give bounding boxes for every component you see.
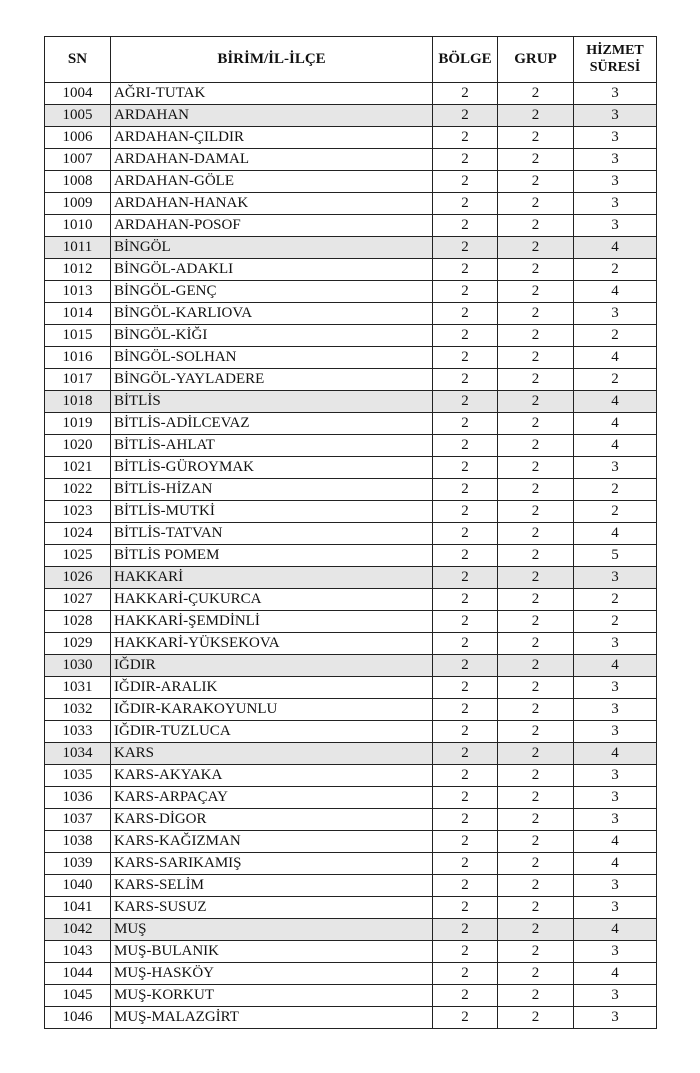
cell-sn: 1017	[45, 369, 111, 391]
cell-birim: BİTLİS	[111, 391, 433, 413]
cell-birim: ARDAHAN-GÖLE	[111, 171, 433, 193]
cell-bolge: 2	[433, 457, 498, 479]
cell-grup: 2	[498, 479, 574, 501]
cell-bolge: 2	[433, 941, 498, 963]
cell-birim: KARS-ARPAÇAY	[111, 787, 433, 809]
table-row	[45, 171, 657, 193]
cell-grup: 2	[498, 391, 574, 413]
cell-bolge: 2	[433, 721, 498, 743]
cell-bolge: 2	[433, 787, 498, 809]
cell-bolge: 2	[433, 545, 498, 567]
cell-hizmet-suresi: 3	[574, 171, 657, 193]
cell-birim: BİNGÖL-KİĞI	[111, 325, 433, 347]
table-row	[45, 743, 657, 765]
cell-sn: 1030	[45, 655, 111, 677]
cell-grup: 2	[498, 787, 574, 809]
cell-sn: 1014	[45, 303, 111, 325]
cell-sn: 1031	[45, 677, 111, 699]
cell-grup: 2	[498, 897, 574, 919]
table-row	[45, 325, 657, 347]
cell-grup: 2	[498, 237, 574, 259]
cell-bolge: 2	[433, 391, 498, 413]
cell-hizmet-suresi: 4	[574, 919, 657, 941]
table-row	[45, 853, 657, 875]
cell-bolge: 2	[433, 919, 498, 941]
table-row	[45, 963, 657, 985]
cell-hizmet-suresi: 3	[574, 567, 657, 589]
cell-grup: 2	[498, 963, 574, 985]
cell-hizmet-suresi: 3	[574, 699, 657, 721]
cell-birim: BİTLİS-MUTKİ	[111, 501, 433, 523]
cell-hizmet-suresi: 3	[574, 215, 657, 237]
table-row	[45, 369, 657, 391]
cell-hizmet-suresi: 2	[574, 589, 657, 611]
cell-sn: 1037	[45, 809, 111, 831]
cell-hizmet-suresi: 4	[574, 831, 657, 853]
cell-bolge: 2	[433, 413, 498, 435]
cell-sn: 1046	[45, 1007, 111, 1029]
cell-sn: 1044	[45, 963, 111, 985]
cell-birim: BİNGÖL-YAYLADERE	[111, 369, 433, 391]
cell-grup: 2	[498, 699, 574, 721]
cell-grup: 2	[498, 765, 574, 787]
cell-sn: 1033	[45, 721, 111, 743]
cell-birim: BİNGÖL	[111, 237, 433, 259]
cell-sn: 1019	[45, 413, 111, 435]
table-row	[45, 105, 657, 127]
header-sn: SN	[45, 37, 111, 83]
cell-sn: 1034	[45, 743, 111, 765]
cell-bolge: 2	[433, 633, 498, 655]
cell-hizmet-suresi: 3	[574, 127, 657, 149]
cell-sn: 1012	[45, 259, 111, 281]
cell-bolge: 2	[433, 897, 498, 919]
cell-sn: 1027	[45, 589, 111, 611]
table-body	[45, 83, 657, 1029]
cell-birim: KARS-KAĞIZMAN	[111, 831, 433, 853]
cell-bolge: 2	[433, 875, 498, 897]
cell-birim: AĞRI-TUTAK	[111, 83, 433, 105]
cell-grup: 2	[498, 655, 574, 677]
table-row	[45, 457, 657, 479]
cell-hizmet-suresi: 4	[574, 347, 657, 369]
cell-bolge: 2	[433, 281, 498, 303]
cell-hizmet-suresi: 3	[574, 765, 657, 787]
table-row	[45, 501, 657, 523]
cell-birim: ARDAHAN-POSOF	[111, 215, 433, 237]
cell-grup: 2	[498, 259, 574, 281]
table-row	[45, 919, 657, 941]
cell-grup: 2	[498, 501, 574, 523]
cell-hizmet-suresi: 3	[574, 303, 657, 325]
cell-birim: HAKKARİ	[111, 567, 433, 589]
cell-grup: 2	[498, 281, 574, 303]
cell-bolge: 2	[433, 699, 498, 721]
cell-sn: 1029	[45, 633, 111, 655]
cell-birim: BİNGÖL-KARLIOVA	[111, 303, 433, 325]
cell-hizmet-suresi: 3	[574, 809, 657, 831]
table-row	[45, 655, 657, 677]
cell-bolge: 2	[433, 611, 498, 633]
cell-sn: 1015	[45, 325, 111, 347]
cell-sn: 1022	[45, 479, 111, 501]
cell-sn: 1006	[45, 127, 111, 149]
cell-sn: 1010	[45, 215, 111, 237]
cell-bolge: 2	[433, 831, 498, 853]
cell-grup: 2	[498, 171, 574, 193]
cell-sn: 1045	[45, 985, 111, 1007]
header-bolge: BÖLGE	[433, 37, 498, 83]
cell-hizmet-suresi: 4	[574, 655, 657, 677]
cell-bolge: 2	[433, 171, 498, 193]
cell-sn: 1004	[45, 83, 111, 105]
table-row	[45, 215, 657, 237]
table-row	[45, 787, 657, 809]
cell-sn: 1007	[45, 149, 111, 171]
cell-sn: 1040	[45, 875, 111, 897]
table-row	[45, 479, 657, 501]
cell-birim: MUŞ-MALAZGİRT	[111, 1007, 433, 1029]
cell-bolge: 2	[433, 523, 498, 545]
cell-sn: 1020	[45, 435, 111, 457]
cell-hizmet-suresi: 3	[574, 1007, 657, 1029]
cell-hizmet-suresi: 4	[574, 281, 657, 303]
cell-grup: 2	[498, 567, 574, 589]
cell-birim: KARS-AKYAKA	[111, 765, 433, 787]
cell-sn: 1023	[45, 501, 111, 523]
cell-hizmet-suresi: 2	[574, 369, 657, 391]
table-row	[45, 149, 657, 171]
table-row	[45, 765, 657, 787]
cell-bolge: 2	[433, 325, 498, 347]
cell-hizmet-suresi: 4	[574, 853, 657, 875]
cell-grup: 2	[498, 919, 574, 941]
cell-grup: 2	[498, 985, 574, 1007]
cell-bolge: 2	[433, 853, 498, 875]
table-header-row	[45, 37, 657, 83]
cell-grup: 2	[498, 105, 574, 127]
cell-hizmet-suresi: 2	[574, 259, 657, 281]
cell-sn: 1039	[45, 853, 111, 875]
cell-grup: 2	[498, 435, 574, 457]
table-row	[45, 391, 657, 413]
cell-sn: 1041	[45, 897, 111, 919]
cell-birim: BİNGÖL-GENÇ	[111, 281, 433, 303]
cell-sn: 1038	[45, 831, 111, 853]
cell-sn: 1036	[45, 787, 111, 809]
cell-birim: IĞDIR-ARALIK	[111, 677, 433, 699]
header-hizmet-line1: HİZMET	[586, 43, 644, 59]
cell-bolge: 2	[433, 303, 498, 325]
table-row	[45, 193, 657, 215]
header-birim: BİRİM/İL-İLÇE	[111, 37, 433, 83]
cell-hizmet-suresi: 2	[574, 479, 657, 501]
cell-hizmet-suresi: 4	[574, 743, 657, 765]
table-row	[45, 127, 657, 149]
cell-sn: 1025	[45, 545, 111, 567]
cell-birim: KARS-SELİM	[111, 875, 433, 897]
cell-grup: 2	[498, 83, 574, 105]
cell-bolge: 2	[433, 127, 498, 149]
cell-birim: KARS-SARIKAMIŞ	[111, 853, 433, 875]
header-hizmet-line2: SÜRESİ	[589, 59, 641, 75]
cell-bolge: 2	[433, 743, 498, 765]
cell-hizmet-suresi: 3	[574, 985, 657, 1007]
cell-birim: IĞDIR	[111, 655, 433, 677]
cell-grup: 2	[498, 831, 574, 853]
table-row	[45, 237, 657, 259]
cell-hizmet-suresi: 4	[574, 237, 657, 259]
cell-bolge: 2	[433, 589, 498, 611]
cell-birim: ARDAHAN-HANAK	[111, 193, 433, 215]
cell-sn: 1024	[45, 523, 111, 545]
cell-bolge: 2	[433, 963, 498, 985]
table-row	[45, 809, 657, 831]
table-row	[45, 347, 657, 369]
cell-hizmet-suresi: 3	[574, 105, 657, 127]
cell-sn: 1008	[45, 171, 111, 193]
cell-hizmet-suresi: 3	[574, 677, 657, 699]
cell-birim: BİTLİS POMEM	[111, 545, 433, 567]
cell-birim: HAKKARİ-YÜKSEKOVA	[111, 633, 433, 655]
cell-grup: 2	[498, 721, 574, 743]
cell-hizmet-suresi: 3	[574, 721, 657, 743]
cell-bolge: 2	[433, 105, 498, 127]
cell-grup: 2	[498, 303, 574, 325]
cell-sn: 1043	[45, 941, 111, 963]
cell-hizmet-suresi: 3	[574, 633, 657, 655]
cell-birim: IĞDIR-TUZLUCA	[111, 721, 433, 743]
cell-sn: 1011	[45, 237, 111, 259]
cell-sn: 1026	[45, 567, 111, 589]
cell-sn: 1042	[45, 919, 111, 941]
cell-sn: 1035	[45, 765, 111, 787]
cell-birim: MUŞ-HASKÖY	[111, 963, 433, 985]
cell-birim: HAKKARİ-ŞEMDİNLİ	[111, 611, 433, 633]
table-row	[45, 721, 657, 743]
cell-birim: ARDAHAN-ÇILDIR	[111, 127, 433, 149]
cell-grup: 2	[498, 743, 574, 765]
cell-birim: ARDAHAN-DAMAL	[111, 149, 433, 171]
table-row	[45, 633, 657, 655]
cell-bolge: 2	[433, 1007, 498, 1029]
cell-grup: 2	[498, 677, 574, 699]
cell-grup: 2	[498, 545, 574, 567]
cell-grup: 2	[498, 633, 574, 655]
cell-grup: 2	[498, 523, 574, 545]
cell-grup: 2	[498, 809, 574, 831]
cell-grup: 2	[498, 215, 574, 237]
cell-birim: MUŞ-BULANIK	[111, 941, 433, 963]
cell-hizmet-suresi: 3	[574, 897, 657, 919]
table-row	[45, 281, 657, 303]
cell-hizmet-suresi: 2	[574, 501, 657, 523]
cell-grup: 2	[498, 853, 574, 875]
cell-hizmet-suresi: 3	[574, 83, 657, 105]
cell-bolge: 2	[433, 237, 498, 259]
cell-hizmet-suresi: 3	[574, 787, 657, 809]
table-row	[45, 677, 657, 699]
cell-sn: 1028	[45, 611, 111, 633]
cell-bolge: 2	[433, 215, 498, 237]
cell-grup: 2	[498, 347, 574, 369]
cell-bolge: 2	[433, 435, 498, 457]
table-row	[45, 83, 657, 105]
cell-bolge: 2	[433, 259, 498, 281]
cell-hizmet-suresi: 2	[574, 611, 657, 633]
cell-bolge: 2	[433, 765, 498, 787]
cell-grup: 2	[498, 611, 574, 633]
table-row	[45, 259, 657, 281]
cell-bolge: 2	[433, 369, 498, 391]
cell-hizmet-suresi: 4	[574, 523, 657, 545]
cell-sn: 1009	[45, 193, 111, 215]
table-row	[45, 435, 657, 457]
cell-sn: 1032	[45, 699, 111, 721]
cell-grup: 2	[498, 127, 574, 149]
cell-bolge: 2	[433, 347, 498, 369]
table-row	[45, 413, 657, 435]
cell-grup: 2	[498, 457, 574, 479]
cell-grup: 2	[498, 369, 574, 391]
cell-bolge: 2	[433, 985, 498, 1007]
table-row	[45, 699, 657, 721]
cell-sn: 1013	[45, 281, 111, 303]
cell-grup: 2	[498, 325, 574, 347]
table-row	[45, 941, 657, 963]
cell-birim: KARS	[111, 743, 433, 765]
cell-birim: BİNGÖL-ADAKLI	[111, 259, 433, 281]
cell-bolge: 2	[433, 655, 498, 677]
cell-birim: BİTLİS-HİZAN	[111, 479, 433, 501]
cell-hizmet-suresi: 4	[574, 413, 657, 435]
cell-bolge: 2	[433, 479, 498, 501]
cell-hizmet-suresi: 3	[574, 941, 657, 963]
cell-bolge: 2	[433, 501, 498, 523]
cell-sn: 1021	[45, 457, 111, 479]
cell-hizmet-suresi: 3	[574, 193, 657, 215]
service-duration-table	[44, 36, 657, 1029]
cell-birim: MUŞ	[111, 919, 433, 941]
table-row	[45, 875, 657, 897]
cell-birim: BİNGÖL-SOLHAN	[111, 347, 433, 369]
cell-grup: 2	[498, 875, 574, 897]
cell-birim: BİTLİS-GÜROYMAK	[111, 457, 433, 479]
table-row	[45, 589, 657, 611]
cell-birim: HAKKARİ-ÇUKURCA	[111, 589, 433, 611]
cell-grup: 2	[498, 589, 574, 611]
cell-grup: 2	[498, 193, 574, 215]
cell-bolge: 2	[433, 567, 498, 589]
cell-bolge: 2	[433, 677, 498, 699]
cell-grup: 2	[498, 1007, 574, 1029]
cell-birim: BİTLİS-TATVAN	[111, 523, 433, 545]
cell-birim: BİTLİS-ADİLCEVAZ	[111, 413, 433, 435]
table-row	[45, 1007, 657, 1029]
cell-birim: KARS-SUSUZ	[111, 897, 433, 919]
table-row	[45, 523, 657, 545]
cell-sn: 1005	[45, 105, 111, 127]
cell-bolge: 2	[433, 193, 498, 215]
cell-hizmet-suresi: 3	[574, 149, 657, 171]
cell-hizmet-suresi: 4	[574, 391, 657, 413]
cell-birim: KARS-DİGOR	[111, 809, 433, 831]
header-grup: GRUP	[498, 37, 574, 83]
cell-grup: 2	[498, 941, 574, 963]
cell-birim: MUŞ-KORKUT	[111, 985, 433, 1007]
cell-hizmet-suresi: 3	[574, 457, 657, 479]
table-row	[45, 567, 657, 589]
cell-hizmet-suresi: 4	[574, 435, 657, 457]
cell-sn: 1016	[45, 347, 111, 369]
cell-hizmet-suresi: 3	[574, 875, 657, 897]
cell-hizmet-suresi: 4	[574, 963, 657, 985]
cell-bolge: 2	[433, 809, 498, 831]
cell-birim: BİTLİS-AHLAT	[111, 435, 433, 457]
cell-grup: 2	[498, 413, 574, 435]
cell-sn: 1018	[45, 391, 111, 413]
cell-bolge: 2	[433, 149, 498, 171]
cell-grup: 2	[498, 149, 574, 171]
cell-bolge: 2	[433, 83, 498, 105]
cell-hizmet-suresi: 5	[574, 545, 657, 567]
table-row	[45, 831, 657, 853]
table-row	[45, 303, 657, 325]
table-row	[45, 611, 657, 633]
cell-birim: IĞDIR-KARAKOYUNLU	[111, 699, 433, 721]
table-row	[45, 897, 657, 919]
header-hizmet-suresi	[574, 37, 657, 83]
cell-birim: ARDAHAN	[111, 105, 433, 127]
cell-hizmet-suresi: 2	[574, 325, 657, 347]
table-row	[45, 985, 657, 1007]
table-row	[45, 545, 657, 567]
